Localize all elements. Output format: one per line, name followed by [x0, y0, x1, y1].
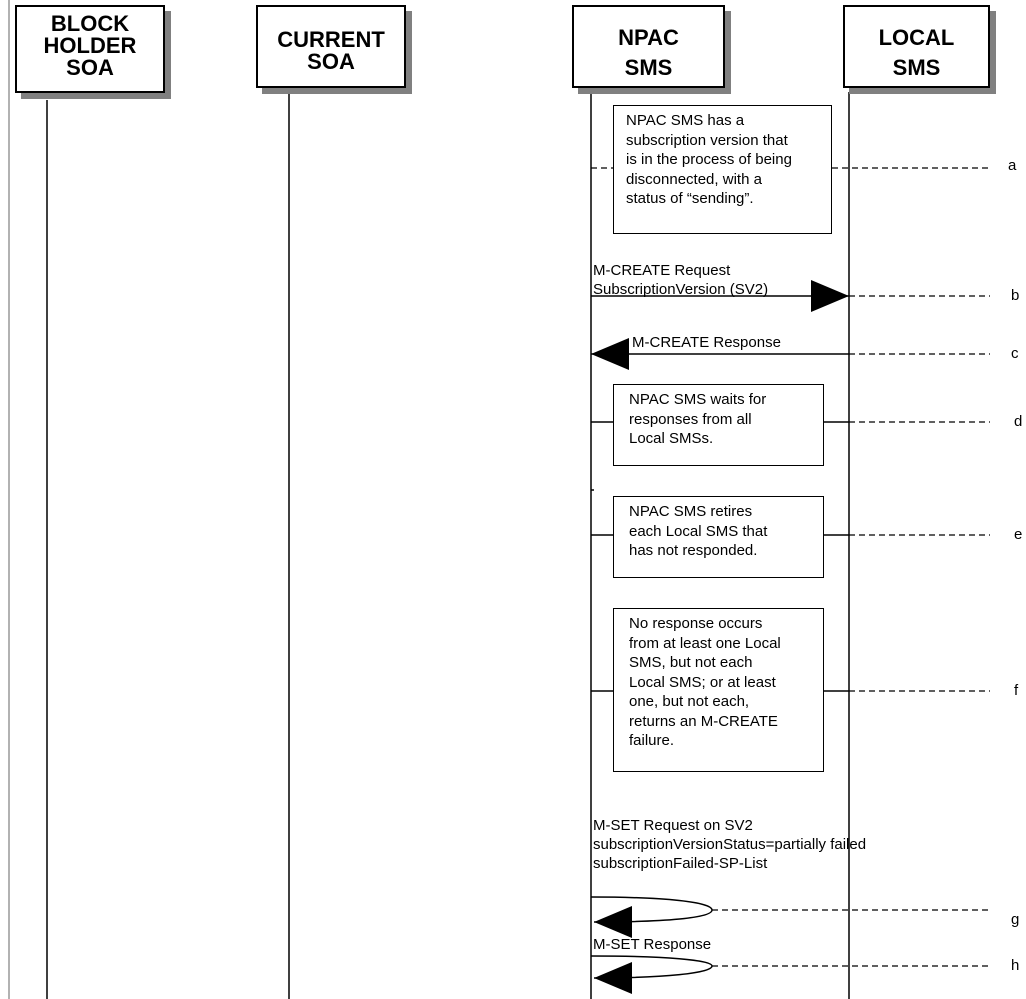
note-f: [613, 608, 824, 772]
step-label-b: b: [1011, 287, 1020, 304]
note-line: NPAC SMS waits for: [629, 391, 767, 408]
step-label-c: c: [1011, 345, 1019, 362]
note-line: NPAC SMS retires: [629, 503, 753, 520]
set-request-self-loop: [591, 897, 712, 922]
actor-local-sms: [843, 5, 990, 88]
note-line: Local SMS; or at least: [629, 673, 776, 691]
message-set-request-label: [593, 816, 866, 873]
note-a: [613, 105, 832, 234]
step-label-g: g: [1011, 911, 1020, 928]
note-e: [613, 496, 824, 578]
message-line: M-SET Request on SV2: [593, 817, 753, 834]
actor-label-line: BLOCK: [50, 11, 130, 36]
actor-label-line: CURRENT: [277, 27, 385, 52]
set-response-self-loop: [591, 956, 712, 978]
actor-current-soa: [256, 5, 406, 88]
message-line: M-CREATE Request: [593, 262, 731, 279]
note-line: one, but not each,: [629, 693, 750, 710]
actor-npac-sms: [572, 5, 725, 88]
note-line: status of “sending”.: [626, 190, 754, 207]
note-d: [613, 384, 824, 466]
note-line: No response occurs: [629, 615, 763, 632]
note-line: subscription version that: [626, 131, 788, 149]
actor-label-line: SMS: [892, 55, 941, 80]
message-set-response-label: [593, 935, 711, 954]
actor-label-line: SOA: [307, 49, 355, 74]
note-line: from at least one Local: [629, 634, 781, 652]
note-line: is in the process of being: [626, 151, 792, 168]
message-line: SubscriptionVersion (SV2): [593, 281, 769, 298]
message-create-request-label: [593, 261, 768, 299]
actor-label-line: HOLDER: [43, 33, 137, 58]
step-label-d: d: [1014, 413, 1023, 430]
actor-label-line: SOA: [66, 55, 114, 80]
note-line: SMS, but not each: [629, 654, 753, 671]
message-line: subscriptionFailed-SP-List: [593, 855, 768, 872]
actor-label-line: LOCAL: [878, 25, 955, 50]
actor-block-holder-soa: [15, 5, 165, 93]
step-label-e: e: [1014, 526, 1023, 543]
note-line: disconnected, with a: [626, 170, 762, 188]
step-label-a: a: [1008, 157, 1017, 174]
note-line: failure.: [629, 732, 675, 749]
step-label-f: f: [1014, 682, 1019, 699]
message-line: M-SET Response: [593, 936, 712, 953]
message-create-response-label: [632, 333, 781, 352]
note-line: NPAC SMS has a: [626, 112, 745, 129]
note-line: returns an M-CREATE: [629, 712, 778, 730]
note-line: has not responded.: [629, 542, 758, 559]
note-line: Local SMSs.: [629, 430, 714, 447]
step-label-h: h: [1011, 957, 1020, 974]
message-line: M-CREATE Response: [632, 334, 781, 351]
actor-label-line: NPAC: [618, 25, 679, 50]
message-line: subscriptionVersionStatus=partially failed: [593, 836, 867, 853]
note-line: responses from all: [629, 410, 752, 428]
note-line: each Local SMS that: [629, 522, 768, 540]
actor-label-line: SMS: [624, 55, 673, 80]
